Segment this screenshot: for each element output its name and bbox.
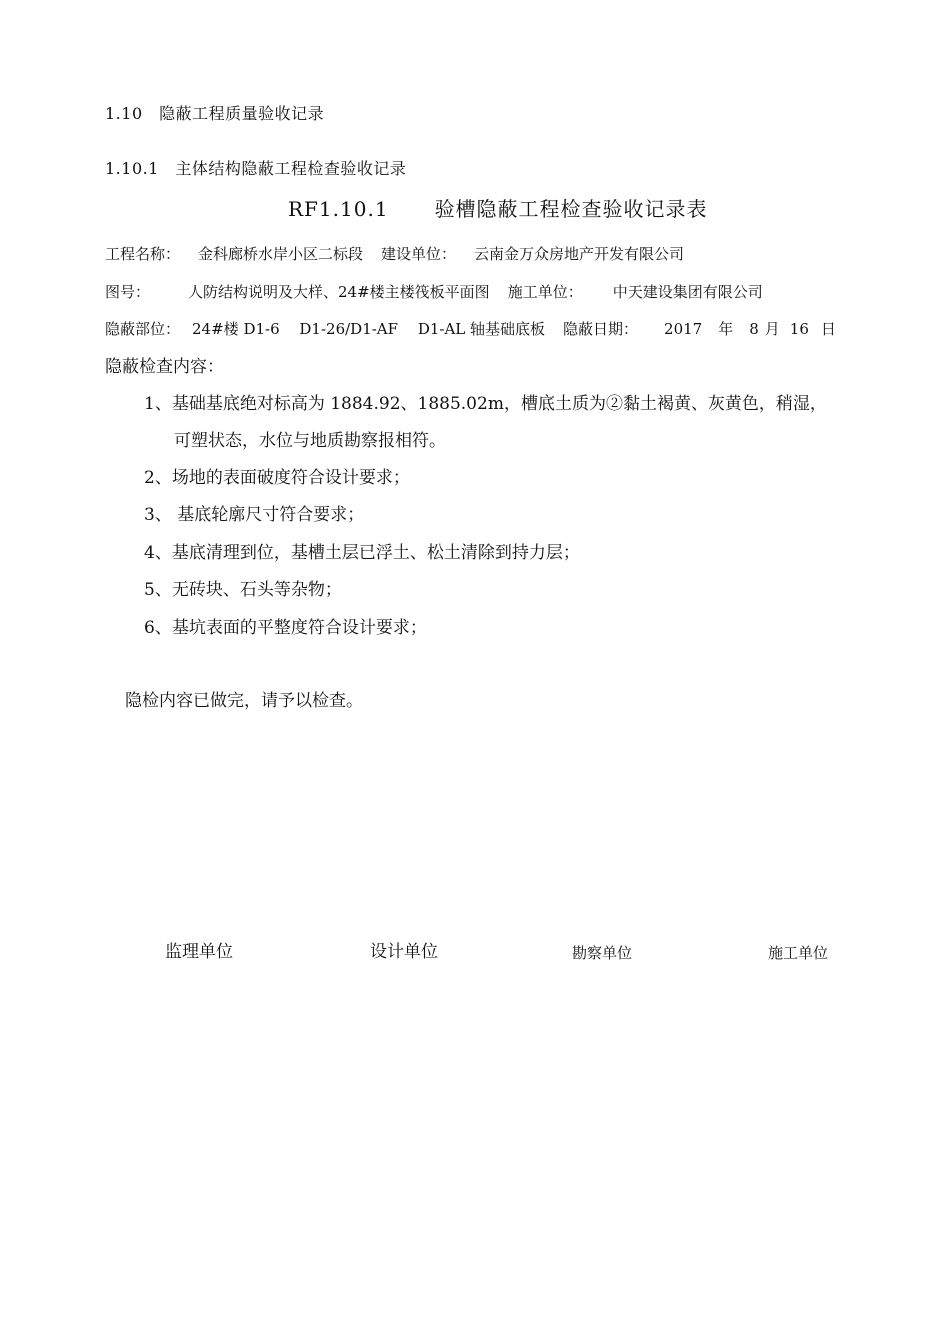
date-year: 2017 xyxy=(664,320,703,338)
project-label: 工程名称： xyxy=(105,245,181,263)
form-title-text: 验槽隐蔽工程检查验收记录表 xyxy=(434,197,708,221)
signature-construction: 施工单位 xyxy=(768,944,829,962)
date-label: 隐蔽日期： xyxy=(563,320,639,338)
drawing-label: 图号： xyxy=(105,283,151,301)
date-year-unit: 年 xyxy=(718,320,734,338)
form-title xyxy=(288,199,708,219)
project-row xyxy=(105,247,684,262)
contractor-label: 施工单位： xyxy=(507,283,583,301)
signature-design: 设计单位 xyxy=(370,942,438,962)
signature-survey: 勘察单位 xyxy=(572,944,633,962)
date-day: 16 xyxy=(789,320,809,338)
content-item-4: 4、基底清理到位，基槽土层已浮土、松土清除到持力层； xyxy=(144,543,580,563)
date-month-unit: 月 xyxy=(764,320,780,338)
content-label: 隐蔽检查内容： xyxy=(105,357,224,377)
signature-supervision: 监理单位 xyxy=(165,942,233,962)
content-item-3: 3、 基底轮廓尺寸符合要求； xyxy=(144,505,365,525)
content-item-5: 5、无砖块、石头等杂物； xyxy=(144,580,342,600)
contractor-value: 中天建设集团有限公司 xyxy=(612,283,763,301)
owner-label: 建设单位： xyxy=(381,245,457,263)
section-heading-1-10: 1.10 隐蔽工程质量验收记录 xyxy=(105,104,325,123)
form-code: RF1.10.1 xyxy=(288,197,389,221)
date-day-unit: 日 xyxy=(820,320,836,338)
date-month: 8 xyxy=(749,320,759,338)
location-value: 24#楼 D1-6 D1-26/D1-AF D1-AL 轴基础底板 xyxy=(192,320,546,338)
drawing-row xyxy=(105,285,763,300)
content-item-1-cont: 可塑状态，水位与地质勘察报相符。 xyxy=(174,431,446,451)
section-heading-1-10-1: 1.10.1 主体结构隐蔽工程检查验收记录 xyxy=(105,159,407,178)
drawing-value: 人防结构说明及大样、24#楼主楼筏板平面图 xyxy=(188,283,490,301)
closing-statement: 隐检内容已做完，请予以检查。 xyxy=(125,691,363,711)
owner-value: 云南金万众房地产开发有限公司 xyxy=(474,245,685,263)
content-item-6: 6、基坑表面的平整度符合设计要求； xyxy=(144,618,427,638)
content-item-2: 2、场地的表面破度符合设计要求； xyxy=(144,468,410,488)
content-item-1: 1、基础基底绝对标高为 1884.92、1885.02m，槽底土质为②黏土褐黄、灰黄色，稍湿， xyxy=(144,394,827,414)
location-label: 隐蔽部位： xyxy=(105,320,181,338)
location-row xyxy=(105,322,836,337)
project-value: 金科廊桥水岸小区二标段 xyxy=(198,245,364,263)
